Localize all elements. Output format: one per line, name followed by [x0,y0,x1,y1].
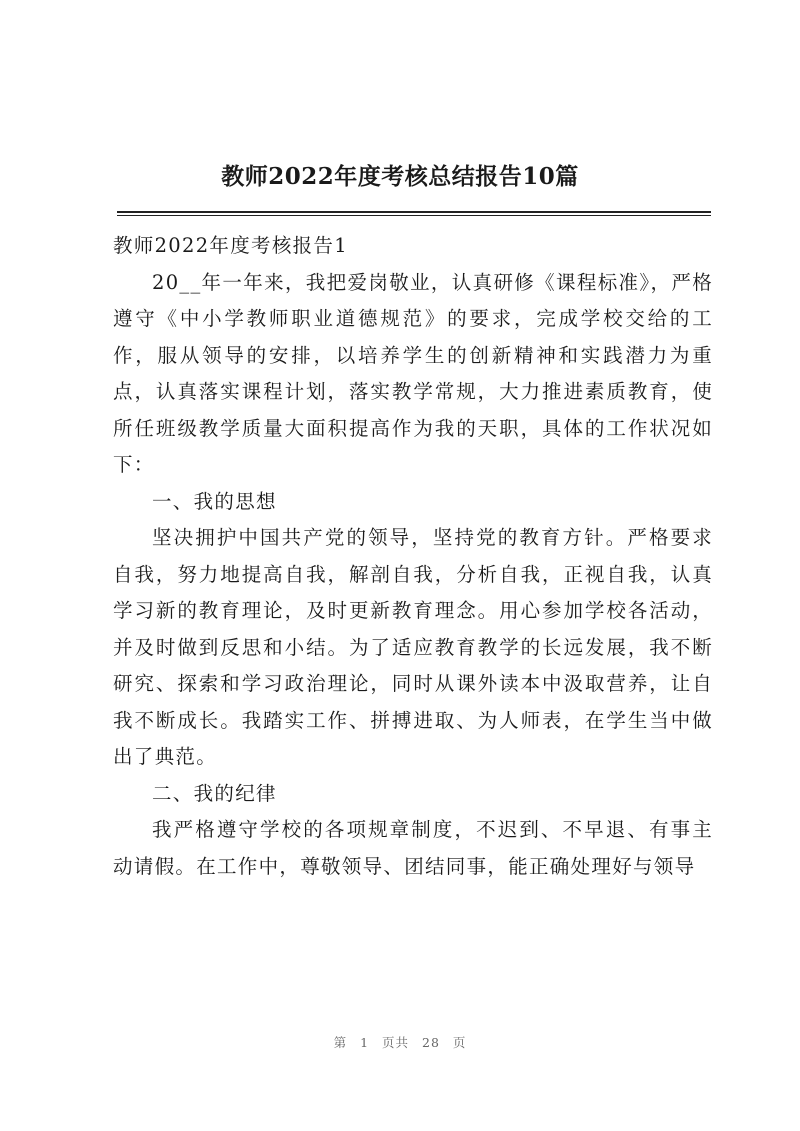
subheading-discipline: 二、我的纪律 [152,781,277,805]
footer-total-pages: 28 [422,1035,440,1050]
document-title: 教师2022年度考核总结报告10篇 [221,163,579,190]
section-heading: 教师2022年度考核报告1 [113,234,348,257]
title-divider-thin [117,215,711,216]
footer-label-pages: 页 [452,1035,467,1050]
footer-page-number: 1 [360,1035,370,1050]
paragraph-thought: 坚决拥护中国共产党的领导，坚持党的教育方针。严格要求自我，努力地提高自我，解剖自我，分析自我，正视自我，认真学习新的教育理论，及时更新教育理念。用心参加学校各活动，并及时做到反思和小结。为了适应教育教学的长远发展，我不断研究、探索和学习政治理论，同时从课外读本中汲取营养，让自我不断成长。我踏实工作、拼搏进取、为人师表，在学生当中做出了典范。 [113,526,713,768]
title-divider-thick [117,211,711,213]
paragraph-intro: 20__年一年来，我把爱岗敬业，认真研修《课程标准》，严格遵守《中小学教师职业道德规范》的要求，完成学校交给的工作，服从领导的安排，以培养学生的创新精神和实践潜力为重点，认真落实课程计划，落实教学常规，大力推进素质教育，使所任班级教学质量大面积提高作为我的天职，具体的工作状况如下： [113,270,713,476]
paragraph-discipline: 我严格遵守学校的各项规章制度，不迟到、不早退、有事主动请假。在工作中，尊敬领导、团结同事，能正确处理好与领导 [113,818,713,878]
page-footer [0,1033,800,1051]
footer-label-page: 第 [333,1035,348,1050]
footer-label-of: 页共 [382,1035,410,1050]
subheading-thought: 一、我的思想 [152,489,277,513]
document-body [113,228,713,885]
